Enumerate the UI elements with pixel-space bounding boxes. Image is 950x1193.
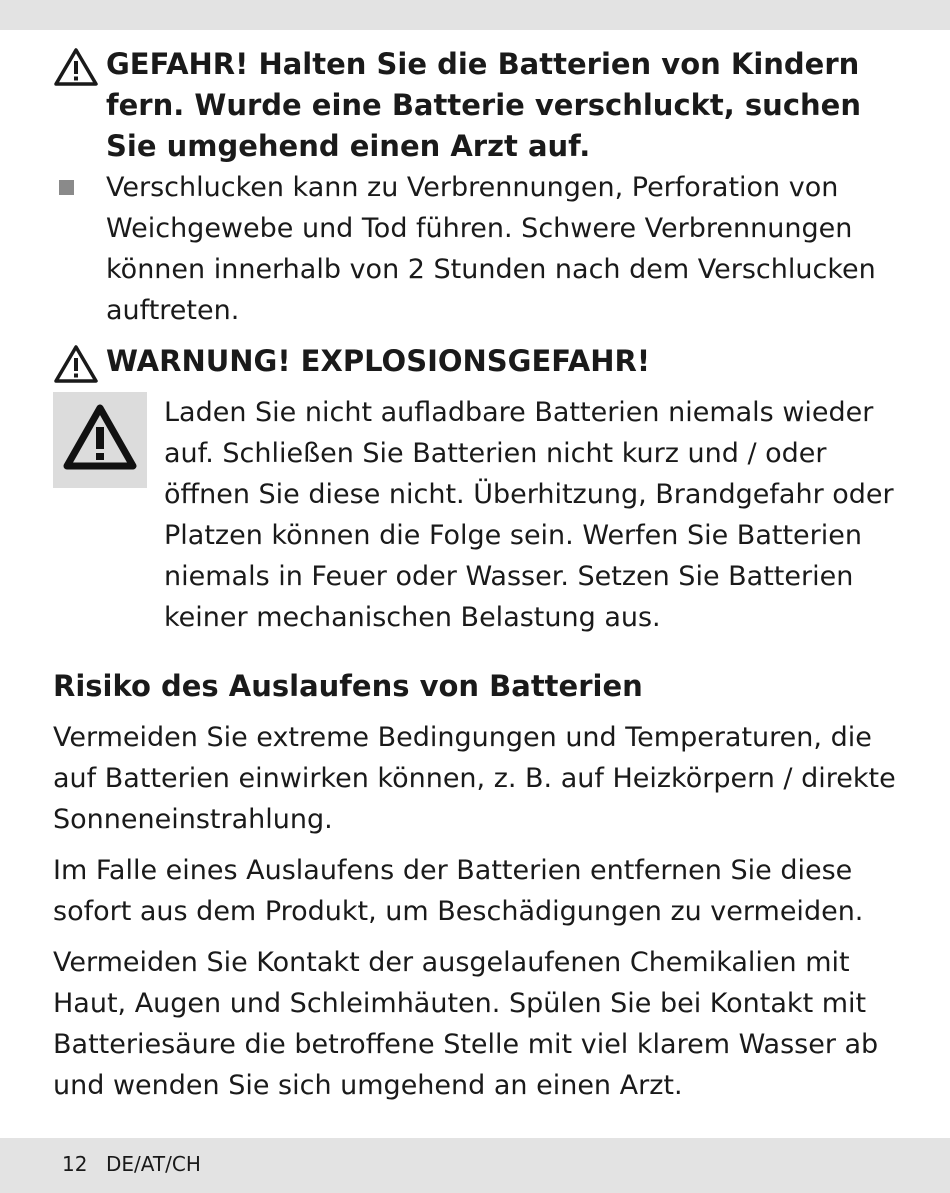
leak-paragraph: Vermeiden Sie extreme Bedingungen und Temperaturen, die auf Batterien einwirken können, z. B. auf Heizkörpern / direkte Sonneneinstrahlung. (53, 722, 896, 835)
warning-triangle-icon (53, 344, 99, 384)
leak-paragraph: Vermeiden Sie Kontakt der ausgelaufenen Chemikalien mit Haut, Augen und Schleimhäuten. Spülen Sie bei Kontakt mit Batteriesäure die betroffene Stelle mit viel klarem Wasser ab und wenden Sie sich umgehend an einen Arzt. (53, 947, 879, 1101)
danger-bullet-text: Verschlucken kann zu Verbrennungen, Perforation von Weichgewebe und Tod führen. Schwere Verbrennungen können innerhalb von 2 Stunden nach dem Verschlucken auftreten. (106, 172, 876, 326)
explosion-heading-text: WARNUNG! EXPLOSIONSGEFAHR! (106, 344, 651, 378)
page-number: 12 (62, 1152, 88, 1176)
warning-box-icon (53, 392, 147, 488)
leak-heading: Risiko des Auslaufens von Batterien (53, 669, 643, 703)
list-item (53, 167, 913, 331)
language-code: DE/AT/CH (106, 1152, 201, 1176)
danger-heading (53, 44, 913, 167)
explosion-block (53, 392, 913, 638)
explosion-heading (53, 341, 913, 382)
warning-triangle-icon (53, 47, 99, 87)
top-bar (0, 0, 950, 30)
danger-heading-text: GEFAHR! Halten Sie die Batterien von Kindern fern. Wurde eine Batterie verschluckt, suchen Sie umgehend einen Arzt auf. (106, 47, 861, 163)
page-content (53, 44, 913, 1106)
page-footer (0, 1138, 950, 1193)
leak-paragraph: Im Falle eines Auslaufens der Batterien entfernen Sie diese sofort aus dem Produkt, um Beschädigungen zu vermeiden. (53, 855, 864, 927)
bullet-square-icon (59, 180, 74, 195)
explosion-text: Laden Sie nicht aufladbare Batterien niemals wieder auf. Schließen Sie Batterien nicht kurz und / oder öffnen Sie diese nicht. Überhitzung, Brandgefahr oder Platzen können die Folge sein. Werfen Sie Batterien niemals in Feuer oder Wasser. Setzen Sie Batterien keiner mechanischen Belastung aus. (164, 397, 894, 633)
